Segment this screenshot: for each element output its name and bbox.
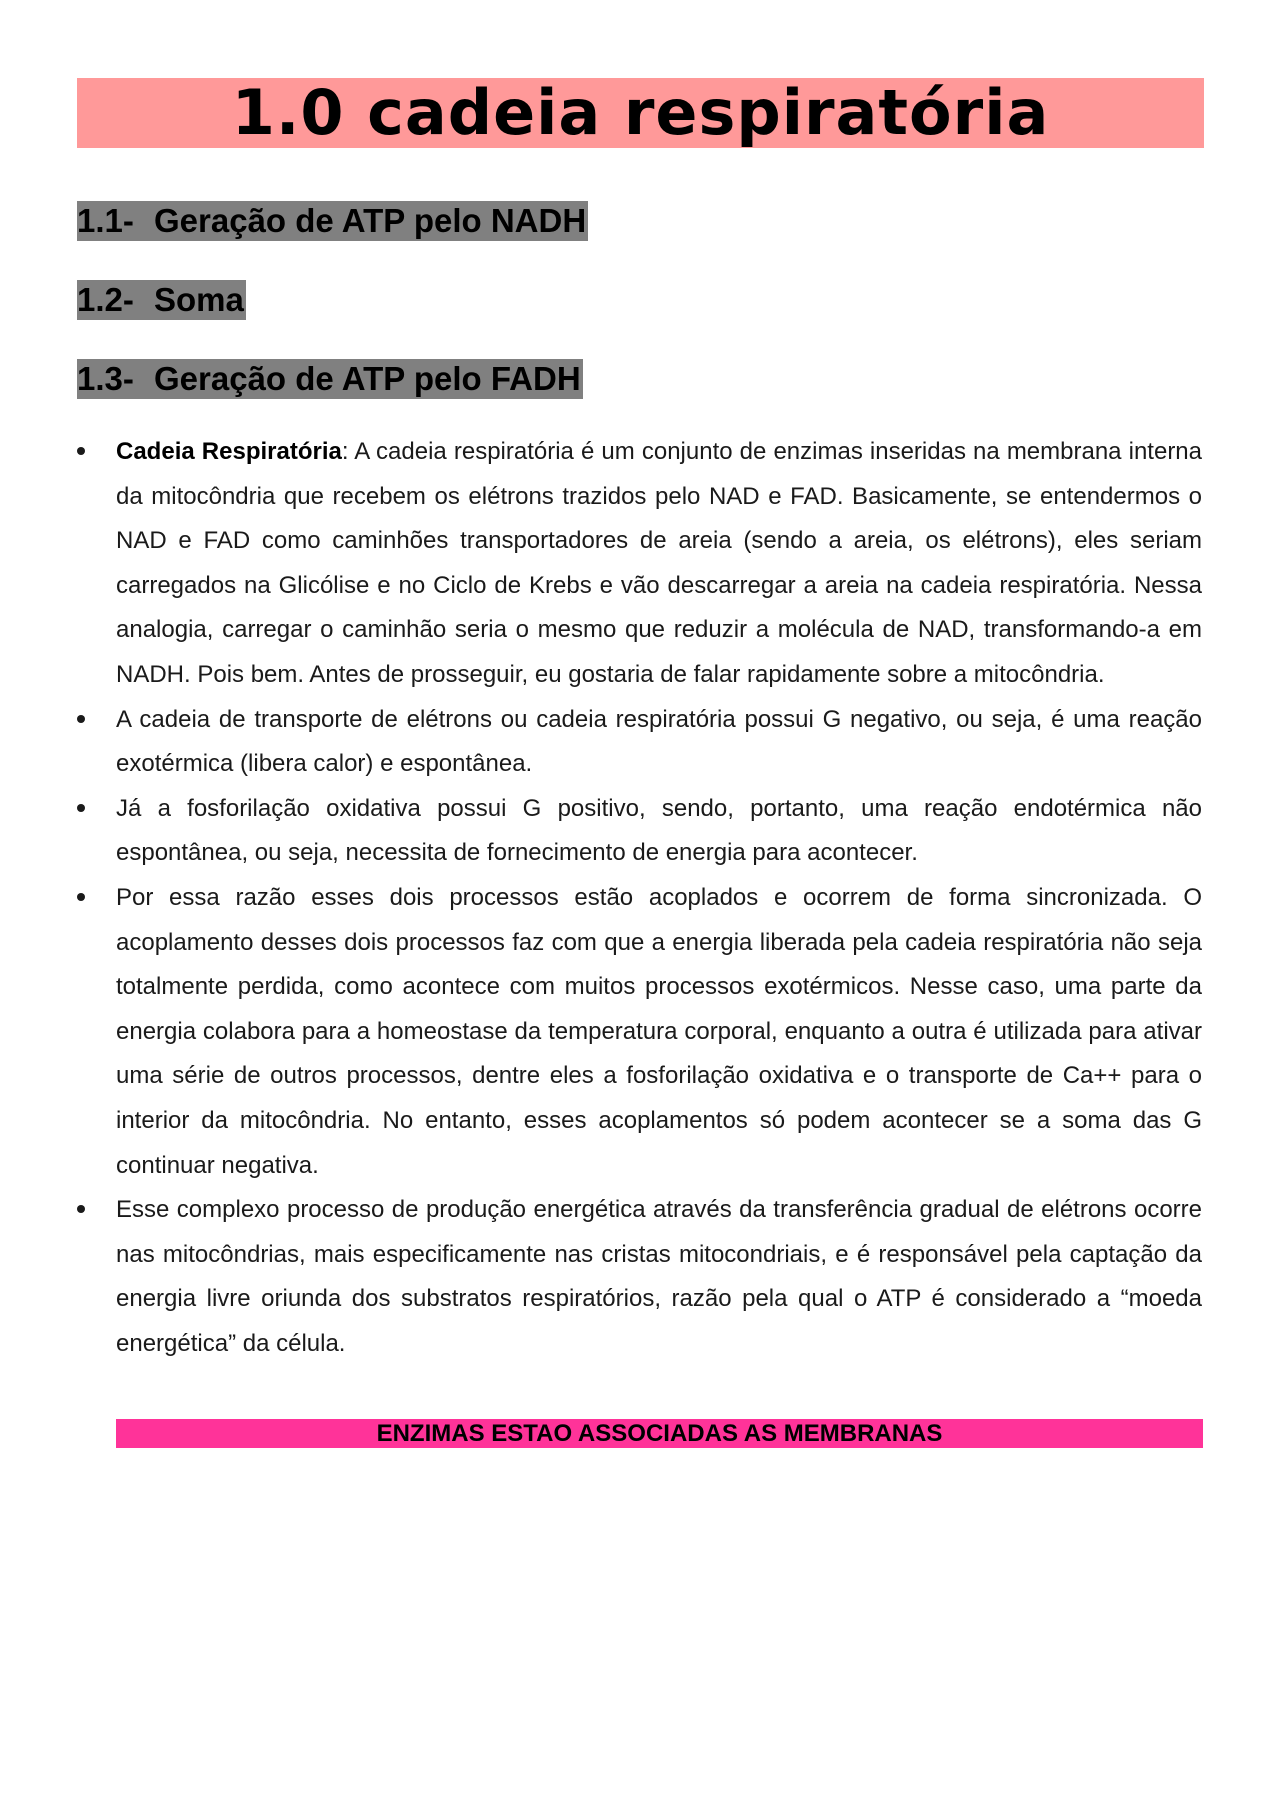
bullet-list <box>77 430 1202 1366</box>
subheading-number: 1.3- <box>77 360 134 397</box>
title-bar <box>77 78 1204 148</box>
bullet-icon <box>77 1205 85 1213</box>
bullet-icon <box>77 447 85 455</box>
paragraph-text: A cadeia de transporte de elétrons ou cadeia respiratória possui G negativo, ou seja, é uma reação exotérmica (libera calor) e espontânea. <box>116 705 1202 778</box>
page-title: 1.0 cadeia respiratória <box>231 76 1050 149</box>
subheading-1-2 <box>77 280 246 320</box>
bold-term: Cadeia Respiratória <box>116 438 342 465</box>
paragraph-text: Por essa razão esses dois processos estão acoplados e ocorrem de forma sincronizada. O acoplamento desses dois processos faz com que a energia liberada pela cadeia respiratória não seja totalmente perdida, como acontece com muitos processos exotérmicos. Nesse caso, uma parte da energia colabora para a homeostase da temperatura corporal, enquanto a outra é utilizada para ativar uma série de outros processos, dentre eles a fosforilação oxidativa e o transporte de Ca++ para o interior da mitocôndria. No entanto, esses acoplamentos só podem acontecer se a soma das G continuar negativa. <box>116 883 1202 1179</box>
highlight-banner: ENZIMAS ESTAO ASSOCIADAS AS MEMBRANAS <box>116 1419 1203 1448</box>
list-item <box>77 698 1202 787</box>
bullet-icon <box>77 804 85 812</box>
subheading-1-1 <box>77 201 588 241</box>
subheading-number: 1.1- <box>77 202 134 239</box>
paragraph-text: Já a fosforilação oxidativa possui G positivo, sendo, portanto, uma reação endotérmica não espontânea, ou seja, necessita de fornecimento de energia para acontecer. <box>116 794 1202 867</box>
bullet-icon <box>77 893 85 901</box>
bullet-icon <box>77 715 85 723</box>
list-item <box>77 1188 1202 1366</box>
paragraph-text: : A cadeia respiratória é um conjunto de enzimas inseridas na membrana interna da mitocôndria que recebem os elétrons trazidos pelo NAD e FAD. Basicamente, se entendermos o NAD e FAD como caminhões transportadores de areia (sendo a areia, os elétrons), eles seriam carregados na Glicólise e no Ciclo de Krebs e vão descarregar a areia na cadeia respiratória. Nessa analogia, carregar o caminhão seria o mesmo que reduzir a molécula de NAD, transformando-a em NADH. Pois bem. Antes de prosseguir, eu gostaria de falar rapidamente sobre a mitocôndria. <box>116 438 1203 688</box>
subheading-text: Soma <box>154 281 244 318</box>
list-item <box>77 430 1202 698</box>
subheading-1-3 <box>77 359 583 399</box>
list-item <box>77 876 1202 1188</box>
subheading-text: Geração de ATP pelo NADH <box>154 202 587 239</box>
list-item <box>77 787 1202 876</box>
paragraph-text: Esse complexo processo de produção energética através da transferência gradual de elétrons ocorre nas mitocôndrias, mais especificamente nas cristas mitocondriais, e é responsável pela captação da energia livre oriunda dos substratos respiratórios, razão pela qual o ATP é considerado a “moeda energética” da célula. <box>116 1196 1202 1357</box>
subheading-number: 1.2- <box>77 281 134 318</box>
subheading-text: Geração de ATP pelo FADH <box>154 360 581 397</box>
